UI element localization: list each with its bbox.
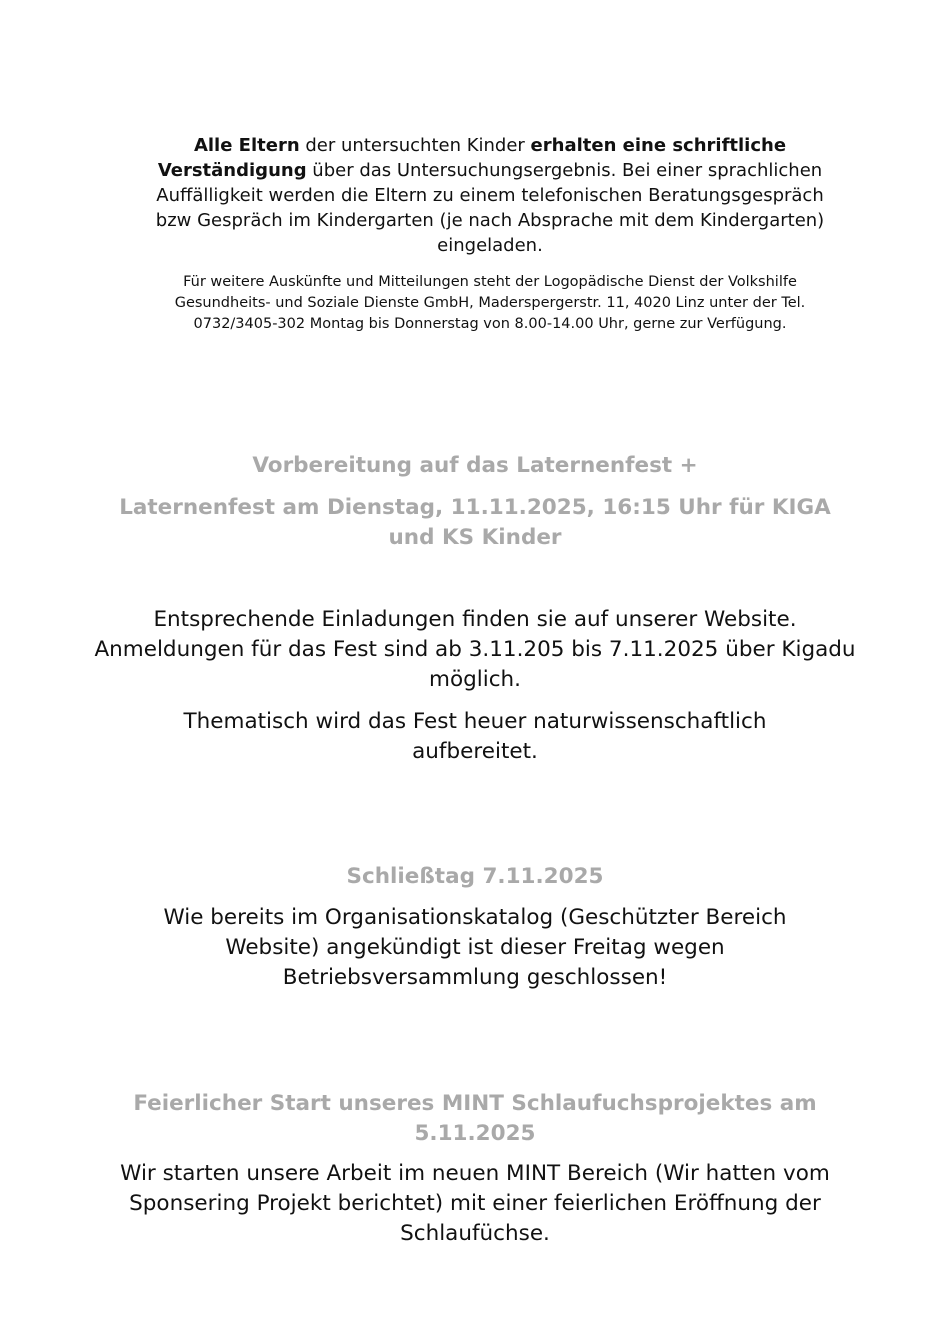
intro-bold-notification: erhalten eine schriftliche Verständigung [157,135,787,181]
laternenfest-heading-line2: Laternenfest am Dienstag, 11.11.2025, 16:15 Uhr für KIGA und KS Kinder [119,495,831,550]
schliesstag-paragraph: Wie bereits im Organisationskatalog (Geschützter Bereich Website) angekündigt ist dieser Freitag wegen Betriebsversammlung geschlossen! [163,905,787,990]
laternenfest-paragraph-invitations: Entsprechende Einladungen finden sie auf unserer Website. Anmeldungen für das Fest sind ab 3.11.205 bis 7.11.2025 über Kigadu möglich. [94,607,856,692]
intro-text-2: über das Untersuchungsergebnis. Bei einer sprachlichen Auffälligkeit werden die Eltern zu einem telefonischen Beratungsgespräch bzw Gespräch im Kindergarten (je nach Absprache mit dem Kindergarten) eingeladen. [155,160,825,256]
mint-heading: Feierlicher Start unseres MINT Schlaufuchsprojektes am 5.11.2025 [133,1091,817,1146]
intro-bold-parents: Alle Eltern [193,135,300,156]
intro-paragraph [140,133,840,258]
contact-paragraph: Für weitere Auskünfte und Mitteilungen steht der Logopädische Dienst der Volkshilfe Gesundheits- und Soziale Dienste GmbH, Maderspergerstr. 11, 4020 Linz unter der Tel. 0732/3405-302 Montag bis Donnerstag von 8.00-14.00 Uhr, gerne zur Verfügung. [174,274,806,332]
laternenfest-heading-line1: Vorbereitung auf das Laternenfest + [252,453,698,478]
laternenfest-paragraph-theme: Thematisch wird das Fest heuer naturwissenschaftlich aufbereitet. [183,709,767,764]
mint-paragraph: Wir starten unsere Arbeit im neuen MINT Bereich (Wir hatten vom Sponsering Projekt berichtet) mit einer feierlichen Eröffnung der Schlaufüchse. [120,1161,830,1246]
intro-text-1: der untersuchten Kinder [299,135,531,156]
schliesstag-heading: Schließtag 7.11.2025 [346,864,604,889]
